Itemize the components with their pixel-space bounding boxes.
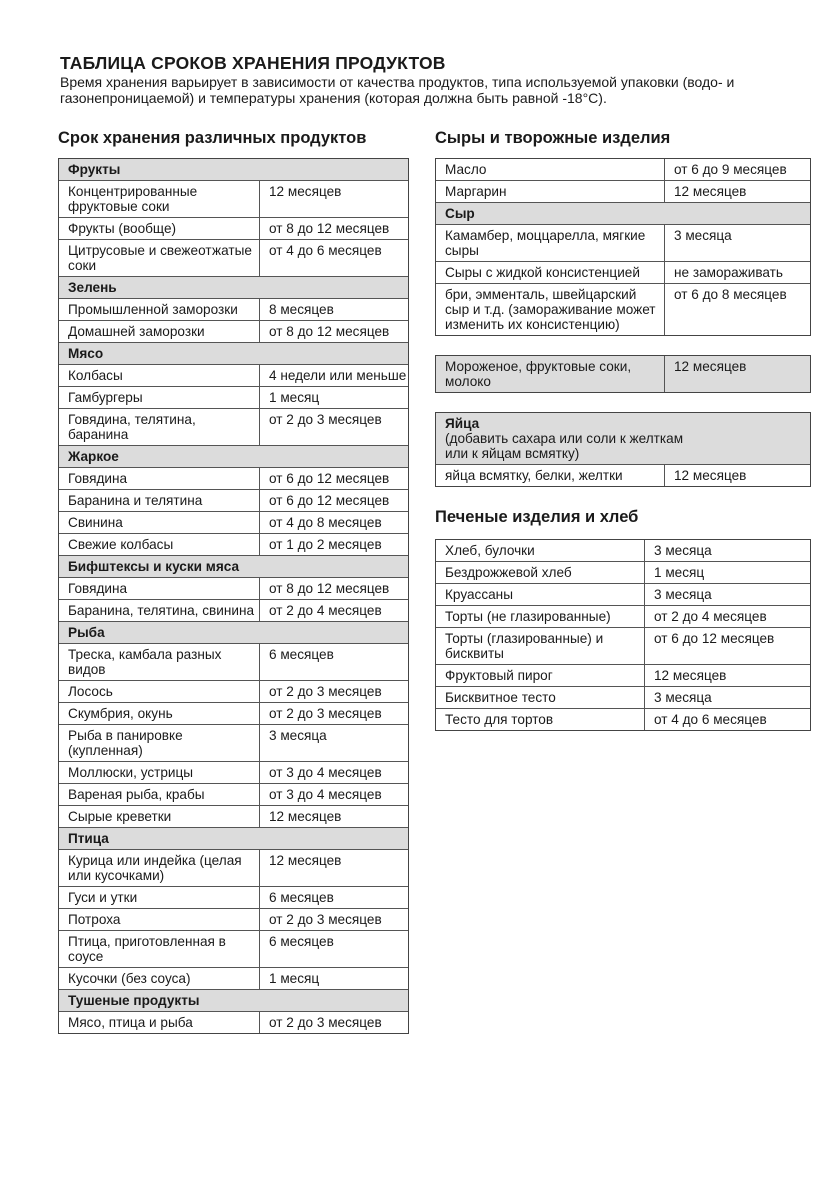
product-name: Птица, приготовленная в соусе: [68, 934, 226, 964]
product-name: Сыры с жидкой консистенцией: [445, 265, 640, 280]
group-heading-label: Птица: [68, 831, 109, 846]
table-row: [436, 464, 810, 486]
table-row: [59, 298, 408, 320]
product-name: Концентрированные фруктовые соки: [68, 184, 198, 214]
storage-period: от 4 до 8 месяцев: [259, 512, 408, 533]
table-row: [436, 540, 810, 561]
table-row: [436, 224, 810, 261]
group-heading-label: Сыр: [445, 206, 475, 221]
storage-period: от 4 до 6 месяцев: [644, 709, 810, 730]
table-row: [59, 467, 408, 489]
group-heading: [59, 276, 408, 298]
storage-period: от 3 до 4 месяцев: [259, 762, 408, 783]
intro-text: Время хранения варьирует в зависимости от качества продуктов, типа используемой упаковки (водо- и газонепроницаемой) и температуры хранения (которая должна быть равной -18°C).: [60, 74, 735, 106]
table-row: [59, 761, 408, 783]
storage-period: 8 месяцев: [259, 299, 408, 320]
table-row: [59, 702, 408, 724]
eggs-note: (добавить сахара или соли к желткам или к яйцам всмятку): [445, 431, 684, 461]
product-name: Бездрожжевой хлеб: [445, 565, 572, 580]
storage-period: 12 месяцев: [259, 806, 408, 827]
section-title-bakery: Печеные изделия и хлеб: [435, 508, 639, 526]
storage-period: 6 месяцев: [259, 644, 408, 680]
product-name: Мороженое, фруктовые соки, молоко: [445, 359, 632, 389]
storage-period: от 2 до 3 месяцев: [259, 409, 408, 445]
table-row: [436, 664, 810, 686]
storage-period: 12 месяцев: [259, 181, 408, 217]
storage-table-cheese: [435, 158, 811, 336]
product-name: Торты (не глазированные): [445, 609, 611, 624]
product-name: Фрукты (вообще): [68, 221, 177, 236]
table-row: [436, 261, 810, 283]
product-name: Масло: [445, 162, 487, 177]
storage-table-eggs: [435, 412, 811, 487]
product-name: Домашней заморозки: [68, 324, 205, 339]
storage-table-icecream: [435, 355, 811, 393]
bakery-block: [435, 507, 811, 731]
storage-period: 3 месяца: [644, 584, 810, 605]
storage-period: 3 месяца: [259, 725, 408, 761]
product-name: Лосось: [68, 684, 113, 699]
table-row: [59, 967, 408, 989]
section-title-cheese: Сыры и творожные изделия: [435, 129, 671, 147]
table-row: [59, 908, 408, 930]
product-name: Фруктовый пирог: [445, 668, 553, 683]
product-name: Цитрусовые и свежеотжатые соки: [68, 243, 252, 273]
group-heading-label: Мясо: [68, 346, 104, 361]
group-heading-label: Фрукты: [68, 162, 121, 177]
group-heading: [59, 159, 408, 180]
product-name: Камамбер, моццарелла, мягкие сыры: [445, 228, 646, 258]
storage-period: от 2 до 4 месяцев: [259, 600, 408, 621]
group-heading-label: [436, 413, 706, 464]
group-heading-label: Жаркое: [68, 449, 119, 464]
table-row: [436, 605, 810, 627]
page-title: ТАБЛИЦА СРОКОВ ХРАНЕНИЯ ПРОДУКТОВ: [60, 53, 446, 73]
storage-period: от 1 до 2 месяцев: [259, 534, 408, 555]
table-row: [59, 320, 408, 342]
storage-period: 1 месяц: [259, 387, 408, 408]
product-name: Круассаны: [445, 587, 513, 602]
product-name: Мясо, птица и рыба: [68, 1015, 193, 1030]
product-name: Хлеб, булочки: [445, 543, 535, 558]
product-name: Моллюски, устрицы: [68, 765, 194, 780]
storage-period: 12 месяцев: [664, 181, 810, 202]
storage-period: от 4 до 6 месяцев: [259, 240, 408, 276]
storage-period: от 2 до 3 месяцев: [259, 703, 408, 724]
left-column: [58, 128, 409, 1034]
table-row: [436, 180, 810, 202]
storage-period: от 6 до 12 месяцев: [644, 628, 810, 664]
storage-period: 12 месяцев: [664, 465, 810, 486]
group-heading: [59, 342, 408, 364]
storage-table-bakery: [435, 539, 811, 731]
group-heading-label: Рыба: [68, 625, 105, 640]
product-name: Баранина, телятина, свинина: [68, 603, 255, 618]
product-name: бри, эмменталь, швейцарский сыр и т.д. (замораживание может изменить их консистенцию): [445, 287, 656, 332]
table-row: [59, 533, 408, 555]
product-name: Говядина, телятина, баранина: [68, 412, 196, 442]
group-heading: [436, 413, 810, 464]
storage-period: 6 месяцев: [259, 931, 408, 967]
group-heading-label: Бифштексы и куски мяса: [68, 559, 240, 574]
product-name: Курица или индейка (целая или кусочками): [68, 853, 242, 883]
product-name: Говядина: [68, 471, 128, 486]
table-row: [59, 511, 408, 533]
table-row: [59, 805, 408, 827]
table-row: [59, 599, 408, 621]
group-heading: [59, 827, 408, 849]
table-row: [436, 356, 810, 392]
table-row: [59, 577, 408, 599]
table-row: [59, 849, 408, 886]
storage-period: 12 месяцев: [664, 356, 810, 392]
storage-period: от 8 до 12 месяцев: [259, 321, 408, 342]
table-row: [59, 364, 408, 386]
product-name: Свинина: [68, 515, 123, 530]
storage-table-various: [58, 158, 409, 1034]
table-row: [59, 180, 408, 217]
section-title-various: Срок хранения различных продуктов: [58, 129, 367, 147]
storage-period: 1 месяц: [644, 562, 810, 583]
storage-period: 3 месяца: [664, 225, 810, 261]
eggs-heading: Яйца: [445, 416, 480, 431]
group-heading: [59, 621, 408, 643]
product-name: яйца всмятку, белки, желтки: [445, 468, 623, 483]
product-name: Рыба в панировке (купленная): [68, 728, 183, 758]
group-heading: [59, 555, 408, 577]
table-row: [59, 1011, 408, 1033]
table-row: [436, 708, 810, 730]
storage-period: 3 месяца: [644, 540, 810, 561]
product-name: Сырые креветки: [68, 809, 172, 824]
storage-period: от 3 до 4 месяцев: [259, 784, 408, 805]
product-name: Вареная рыба, крабы: [68, 787, 205, 802]
table-row: [59, 724, 408, 761]
storage-period: от 2 до 3 месяцев: [259, 1012, 408, 1033]
table-row: [59, 239, 408, 276]
storage-period: от 6 до 9 месяцев: [664, 159, 810, 180]
product-name: Треска, камбала разных видов: [68, 647, 222, 677]
product-name: Маргарин: [445, 184, 507, 199]
storage-period: от 8 до 12 месяцев: [259, 578, 408, 599]
storage-period: от 2 до 3 месяцев: [259, 909, 408, 930]
product-name: Гамбургеры: [68, 390, 143, 405]
product-name: Колбасы: [68, 368, 123, 383]
product-name: Говядина: [68, 581, 128, 596]
storage-period: от 6 до 12 месяцев: [259, 468, 408, 489]
table-row: [59, 386, 408, 408]
product-name: Скумбрия, окунь: [68, 706, 173, 721]
group-heading-label: Зелень: [68, 280, 117, 295]
product-name: Потроха: [68, 912, 121, 927]
product-name: Свежие колбасы: [68, 537, 174, 552]
right-column: [435, 128, 811, 731]
storage-period: от 2 до 4 месяцев: [644, 606, 810, 627]
product-name: Торты (глазированные) и бисквиты: [445, 631, 604, 661]
product-name: Баранина и телятина: [68, 493, 203, 508]
table-row: [59, 408, 408, 445]
storage-period: от 6 до 12 месяцев: [259, 490, 408, 511]
storage-period: не замораживать: [664, 262, 810, 283]
table-row: [59, 930, 408, 967]
table-row: [59, 217, 408, 239]
storage-period: 1 месяц: [259, 968, 408, 989]
table-row: [59, 489, 408, 511]
storage-period: от 2 до 3 месяцев: [259, 681, 408, 702]
storage-period: 12 месяцев: [259, 850, 408, 886]
product-name: Гуси и утки: [68, 890, 138, 905]
table-row: [436, 686, 810, 708]
group-heading: [59, 445, 408, 467]
table-row: [59, 680, 408, 702]
table-row: [59, 643, 408, 680]
group-heading: [436, 202, 810, 224]
group-heading: [59, 989, 408, 1011]
storage-period: 3 месяца: [644, 687, 810, 708]
table-row: [59, 783, 408, 805]
product-name: Бисквитное тесто: [445, 690, 556, 705]
table-row: [436, 583, 810, 605]
table-row: [436, 627, 810, 664]
storage-period: от 6 до 8 месяцев: [664, 284, 810, 335]
table-row: [436, 159, 810, 180]
product-name: Кусочки (без соуса): [68, 971, 191, 986]
storage-period: от 8 до 12 месяцев: [259, 218, 408, 239]
storage-period: 4 недели или меньше: [259, 365, 408, 386]
storage-period: 12 месяцев: [644, 665, 810, 686]
storage-period: 6 месяцев: [259, 887, 408, 908]
table-row: [436, 561, 810, 583]
table-row: [436, 283, 810, 335]
table-row: [59, 886, 408, 908]
product-name: Промышленной заморозки: [68, 302, 238, 317]
group-heading-label: Тушеные продукты: [68, 993, 200, 1008]
product-name: Тесто для тортов: [445, 712, 554, 727]
